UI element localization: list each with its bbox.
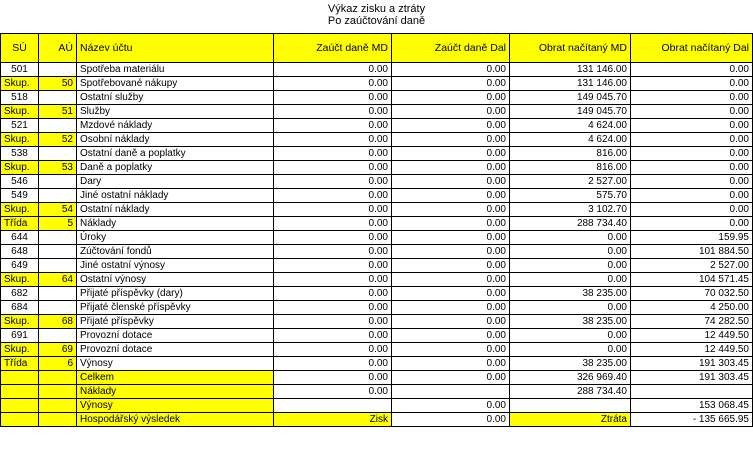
cell-su: 521	[1, 119, 39, 133]
cell-turnover-dal: 0.00	[631, 189, 753, 203]
cell-turnover-dal: 0.00	[631, 133, 753, 147]
cell-tax-dal: 0.00	[392, 287, 510, 301]
cell-su: 649	[1, 259, 39, 273]
cell-account-name: Přijaté příspěvky	[77, 315, 274, 329]
table-row	[1, 301, 753, 315]
cell-tax-dal: 0.00	[392, 343, 510, 357]
cell-turnover-dal: - 135 665.95	[631, 413, 753, 427]
cell-su: 644	[1, 231, 39, 245]
cell-turnover-md: 149 045.70	[510, 105, 631, 119]
cell-turnover-md: 3 102.70	[510, 203, 631, 217]
header-tax-md: Zaúčt daně MD	[274, 34, 392, 63]
cell-au: 6	[39, 357, 77, 371]
cell-account-name: Ostatní služby	[77, 91, 274, 105]
cell-account-name: Výnosy	[77, 357, 274, 371]
cell-turnover-md: 0.00	[510, 259, 631, 273]
cell-tax-md: 0.00	[274, 259, 392, 273]
cell-tax-md: 0.00	[274, 343, 392, 357]
cell-turnover-md: 0.00	[510, 273, 631, 287]
cell-tax-dal: 0.00	[392, 371, 510, 385]
cell-au	[39, 399, 77, 413]
cell-account-name: Přijaté členské příspěvky	[77, 301, 274, 315]
table-row	[1, 315, 753, 329]
cell-account-name: Jiné ostatní náklady	[77, 189, 274, 203]
cell-tax-dal	[392, 385, 510, 399]
cell-account-name: Mzdové náklady	[77, 119, 274, 133]
cell-tax-md: 0.00	[274, 63, 392, 77]
cell-turnover-md	[510, 399, 631, 413]
table-row	[1, 231, 753, 245]
cell-turnover-dal: 191 303.45	[631, 371, 753, 385]
table-row	[1, 91, 753, 105]
cell-tax-md: 0.00	[274, 175, 392, 189]
cell-tax-dal: 0.00	[392, 413, 510, 427]
cell-turnover-md: 38 235.00	[510, 287, 631, 301]
cell-account-name: Provozní dotace	[77, 329, 274, 343]
cell-turnover-md: 149 045.70	[510, 91, 631, 105]
summary-row	[1, 413, 753, 427]
cell-tax-dal: 0.00	[392, 105, 510, 119]
cell-account-name: Ostatní výnosy	[77, 273, 274, 287]
cell-turnover-md: 0.00	[510, 245, 631, 259]
cell-turnover-dal: 191 303.45	[631, 357, 753, 371]
table-row	[1, 357, 753, 371]
cell-su: 549	[1, 189, 39, 203]
cell-tax-dal: 0.00	[392, 175, 510, 189]
cell-turnover-dal: 4 250.00	[631, 301, 753, 315]
cell-tax-dal: 0.00	[392, 133, 510, 147]
header-turnover-md: Obrat načítaný MD	[510, 34, 631, 63]
cell-su: 691	[1, 329, 39, 343]
cell-turnover-dal: 0.00	[631, 217, 753, 231]
cell-tax-dal: 0.00	[392, 357, 510, 371]
cell-au	[39, 245, 77, 259]
cell-tax-dal: 0.00	[392, 119, 510, 133]
cell-tax-md: 0.00	[274, 287, 392, 301]
cell-account-name: Ostatní náklady	[77, 203, 274, 217]
cell-au: 64	[39, 273, 77, 287]
cell-su: Skup.	[1, 161, 39, 175]
cell-su: Skup.	[1, 105, 39, 119]
cell-su	[1, 385, 39, 399]
cell-tax-md: 0.00	[274, 161, 392, 175]
cell-tax-dal: 0.00	[392, 203, 510, 217]
cell-tax-md: 0.00	[274, 231, 392, 245]
cell-su	[1, 413, 39, 427]
table-row	[1, 147, 753, 161]
table-header-row	[1, 34, 753, 63]
table-row	[1, 343, 753, 357]
profit-loss-table	[0, 33, 753, 427]
cell-au: 54	[39, 203, 77, 217]
table-body	[1, 34, 753, 427]
cell-turnover-md: 288 734.40	[510, 217, 631, 231]
cell-su: Třída	[1, 357, 39, 371]
table-row	[1, 63, 753, 77]
cell-turnover-dal: 2 527.00	[631, 259, 753, 273]
cell-tax-dal: 0.00	[392, 161, 510, 175]
table-row	[1, 133, 753, 147]
cell-tax-md: 0.00	[274, 133, 392, 147]
cell-au	[39, 385, 77, 399]
cell-tax-dal: 0.00	[392, 301, 510, 315]
cell-turnover-md: 131 146.00	[510, 63, 631, 77]
cell-tax-md: 0.00	[274, 329, 392, 343]
cell-turnover-md: 4 624.00	[510, 133, 631, 147]
cell-turnover-md: 816.00	[510, 161, 631, 175]
cell-au: 68	[39, 315, 77, 329]
cell-au: 53	[39, 161, 77, 175]
cell-turnover-md: 575.70	[510, 189, 631, 203]
cell-turnover-dal: 12 449.50	[631, 329, 753, 343]
cell-turnover-md: 816.00	[510, 147, 631, 161]
table-row	[1, 217, 753, 231]
table-row	[1, 203, 753, 217]
cell-account-name: Spotřeba materiálu	[77, 63, 274, 77]
cell-tax-dal: 0.00	[392, 77, 510, 91]
cell-tax-md: 0.00	[274, 91, 392, 105]
cell-su: 518	[1, 91, 39, 105]
cell-turnover-dal: 0.00	[631, 105, 753, 119]
cell-account-name: Spotřebované nákupy	[77, 77, 274, 91]
summary-label: Výnosy	[77, 399, 274, 413]
summary-label: Celkem	[77, 371, 274, 385]
cell-tax-dal: 0.00	[392, 399, 510, 413]
cell-turnover-dal: 0.00	[631, 203, 753, 217]
cell-tax-md: 0.00	[274, 301, 392, 315]
cell-turnover-dal: 0.00	[631, 175, 753, 189]
cell-au	[39, 91, 77, 105]
cell-turnover-dal: 74 282.50	[631, 315, 753, 329]
cell-turnover-dal: 12 449.50	[631, 343, 753, 357]
cell-au	[39, 63, 77, 77]
header-tax-dal: Zaúčt daně Dal	[392, 34, 510, 63]
cell-au: 50	[39, 77, 77, 91]
table-row	[1, 287, 753, 301]
cell-turnover-dal: 0.00	[631, 63, 753, 77]
cell-su: Třída	[1, 217, 39, 231]
header-turnover-dal: Obrat načítaný Dal	[631, 34, 753, 63]
cell-tax-dal: 0.00	[392, 329, 510, 343]
cell-turnover-dal: 0.00	[631, 161, 753, 175]
cell-tax-md: Zisk	[274, 413, 392, 427]
cell-au	[39, 119, 77, 133]
cell-account-name: Daně a poplatky	[77, 161, 274, 175]
summary-label: Hospodářský výsledek	[77, 413, 274, 427]
table-row	[1, 77, 753, 91]
cell-tax-dal: 0.00	[392, 91, 510, 105]
cell-turnover-md: 0.00	[510, 231, 631, 245]
cell-tax-md: 0.00	[274, 147, 392, 161]
cell-turnover-dal: 70 032.50	[631, 287, 753, 301]
table-row	[1, 119, 753, 133]
cell-au: 52	[39, 133, 77, 147]
table-row	[1, 161, 753, 175]
cell-account-name: Náklady	[77, 217, 274, 231]
cell-su: Skup.	[1, 203, 39, 217]
summary-row	[1, 371, 753, 385]
table-row	[1, 245, 753, 259]
cell-turnover-dal: 0.00	[631, 91, 753, 105]
cell-su: Skup.	[1, 77, 39, 91]
cell-tax-md: 0.00	[274, 245, 392, 259]
cell-au	[39, 287, 77, 301]
cell-turnover-md: 2 527.00	[510, 175, 631, 189]
cell-account-name: Služby	[77, 105, 274, 119]
header-account-name: Název účtu	[77, 34, 274, 63]
cell-su: Skup.	[1, 343, 39, 357]
cell-turnover-md: 0.00	[510, 343, 631, 357]
cell-au: 5	[39, 217, 77, 231]
cell-su: 546	[1, 175, 39, 189]
cell-tax-md	[274, 399, 392, 413]
cell-au	[39, 413, 77, 427]
summary-row	[1, 385, 753, 399]
cell-turnover-md: 131 146.00	[510, 77, 631, 91]
cell-tax-md: 0.00	[274, 105, 392, 119]
cell-turnover-dal: 101 884.50	[631, 245, 753, 259]
cell-turnover-dal: 104 571.45	[631, 273, 753, 287]
cell-su: Skup.	[1, 315, 39, 329]
cell-au	[39, 189, 77, 203]
cell-tax-dal: 0.00	[392, 273, 510, 287]
cell-turnover-dal: 153 068.45	[631, 399, 753, 413]
cell-turnover-md: 4 624.00	[510, 119, 631, 133]
cell-tax-dal: 0.00	[392, 217, 510, 231]
cell-tax-dal: 0.00	[392, 245, 510, 259]
cell-turnover-dal: 159.95	[631, 231, 753, 245]
cell-turnover-md: 326 969.40	[510, 371, 631, 385]
cell-su	[1, 371, 39, 385]
table-row	[1, 105, 753, 119]
cell-tax-md: 0.00	[274, 119, 392, 133]
cell-au	[39, 259, 77, 273]
cell-au	[39, 147, 77, 161]
cell-au: 69	[39, 343, 77, 357]
cell-au	[39, 371, 77, 385]
report-subtitle: Po zaúčtování daně	[327, 15, 426, 27]
cell-account-name: Provozní dotace	[77, 343, 274, 357]
cell-su	[1, 399, 39, 413]
cell-tax-md: 0.00	[274, 315, 392, 329]
cell-tax-md: 0.00	[274, 357, 392, 371]
cell-su: 538	[1, 147, 39, 161]
summary-row	[1, 399, 753, 413]
cell-au: 51	[39, 105, 77, 119]
summary-label: Náklady	[77, 385, 274, 399]
cell-tax-dal: 0.00	[392, 147, 510, 161]
cell-turnover-dal: 0.00	[631, 77, 753, 91]
cell-turnover-dal	[631, 385, 753, 399]
cell-su: 501	[1, 63, 39, 77]
cell-su: Skup.	[1, 133, 39, 147]
cell-account-name: Úroky	[77, 231, 274, 245]
cell-turnover-dal: 0.00	[631, 119, 753, 133]
cell-au	[39, 231, 77, 245]
cell-turnover-md: 38 235.00	[510, 315, 631, 329]
cell-turnover-md: Ztráta	[510, 413, 631, 427]
table-row	[1, 259, 753, 273]
cell-tax-md: 0.00	[274, 273, 392, 287]
cell-au	[39, 301, 77, 315]
cell-account-name: Přijaté příspěvky (dary)	[77, 287, 274, 301]
cell-tax-md: 0.00	[274, 385, 392, 399]
cell-tax-md: 0.00	[274, 189, 392, 203]
table-row	[1, 189, 753, 203]
header-au: AÚ	[39, 34, 77, 63]
cell-turnover-md: 0.00	[510, 329, 631, 343]
cell-tax-dal: 0.00	[392, 231, 510, 245]
cell-su: 682	[1, 287, 39, 301]
cell-au	[39, 175, 77, 189]
cell-tax-md: 0.00	[274, 371, 392, 385]
cell-tax-md: 0.00	[274, 217, 392, 231]
cell-tax-dal: 0.00	[392, 189, 510, 203]
cell-su: 648	[1, 245, 39, 259]
cell-tax-dal: 0.00	[392, 259, 510, 273]
cell-turnover-md: 0.00	[510, 301, 631, 315]
report-title: Výkaz zisku a ztráty	[327, 3, 426, 15]
cell-account-name: Ostatní daně a poplatky	[77, 147, 274, 161]
table-row	[1, 329, 753, 343]
cell-account-name: Zúčtování fondů	[77, 245, 274, 259]
header-su: SÚ	[1, 34, 39, 63]
cell-account-name: Dary	[77, 175, 274, 189]
cell-turnover-md: 38 235.00	[510, 357, 631, 371]
table-row	[1, 175, 753, 189]
cell-account-name: Osobní náklady	[77, 133, 274, 147]
cell-au	[39, 329, 77, 343]
cell-su: 684	[1, 301, 39, 315]
cell-tax-dal: 0.00	[392, 63, 510, 77]
table-row	[1, 273, 753, 287]
cell-account-name: Jiné ostatní výnosy	[77, 259, 274, 273]
cell-tax-dal: 0.00	[392, 315, 510, 329]
cell-turnover-dal: 0.00	[631, 147, 753, 161]
cell-tax-md: 0.00	[274, 203, 392, 217]
cell-tax-md: 0.00	[274, 77, 392, 91]
cell-su: Skup.	[1, 273, 39, 287]
cell-turnover-md: 288 734.40	[510, 385, 631, 399]
